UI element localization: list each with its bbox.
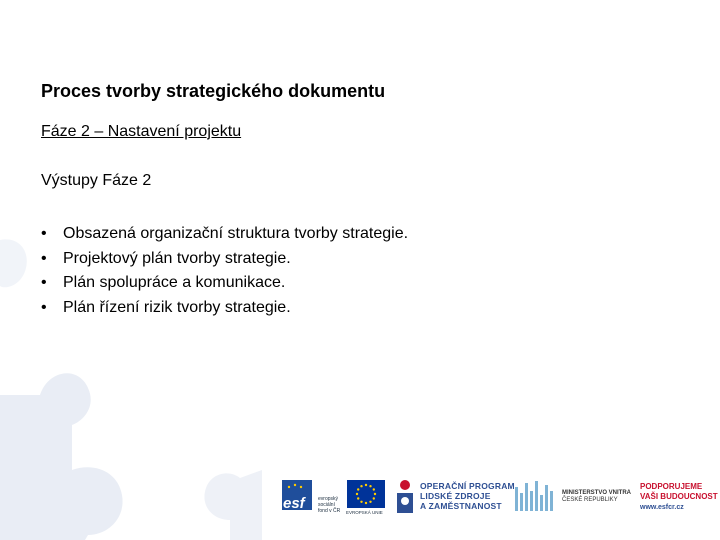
bullet-icon: • [41, 225, 47, 242]
eu-caption: EVROPSKÁ UNIE [346, 510, 383, 515]
op-logo [394, 476, 515, 516]
section-heading: Výstupy Fáze 2 [41, 172, 152, 189]
bullet-icon: • [41, 274, 47, 291]
list-item [41, 271, 408, 296]
slide-subtitle: Fáze 2 – Nastavení projektu [41, 123, 242, 140]
esf-mark-icon [280, 478, 316, 514]
ministry-caption: MINISTERSTVO VNITRA ČESKÉ REPUBLIKY [562, 490, 632, 503]
outputs-list [41, 222, 408, 320]
list-item [41, 296, 408, 321]
list-item-text: Obsazená organizační struktura tvorby strategie. [63, 225, 409, 242]
slide-title: Proces tvorby strategického dokumentu [41, 81, 386, 101]
bullet-icon: • [41, 249, 47, 267]
list-item-text: Projektový plán tvorby strategie. [63, 249, 291, 267]
bullet-icon: • [41, 298, 47, 316]
support-url: www.esfcr.cz [640, 504, 684, 511]
esf-mark-text: esf [283, 495, 305, 512]
support-logo [640, 476, 720, 516]
list-item [41, 222, 408, 247]
eu-flag-icon [347, 480, 385, 508]
ministry-grid-icon [514, 479, 556, 515]
esf-logo [280, 476, 342, 516]
support-caption: PODPORUJEME VAŠI BUDOUCNOST [640, 482, 718, 501]
list-item-text: Plán spolupráce a komunikace. [63, 274, 286, 291]
list-item-text: Plán řízení rizik tvorby strategie. [63, 298, 291, 316]
op-figure-icon [394, 479, 416, 515]
op-caption: OPERAČNÍ PROGRAM LIDSKÉ ZDROJE A ZAMĚSTNANOST [420, 481, 515, 511]
ministry-logo [514, 476, 634, 516]
esf-caption: evropský sociální fond v ČR [318, 496, 341, 514]
list-item [41, 247, 408, 272]
eu-logo [346, 476, 386, 516]
